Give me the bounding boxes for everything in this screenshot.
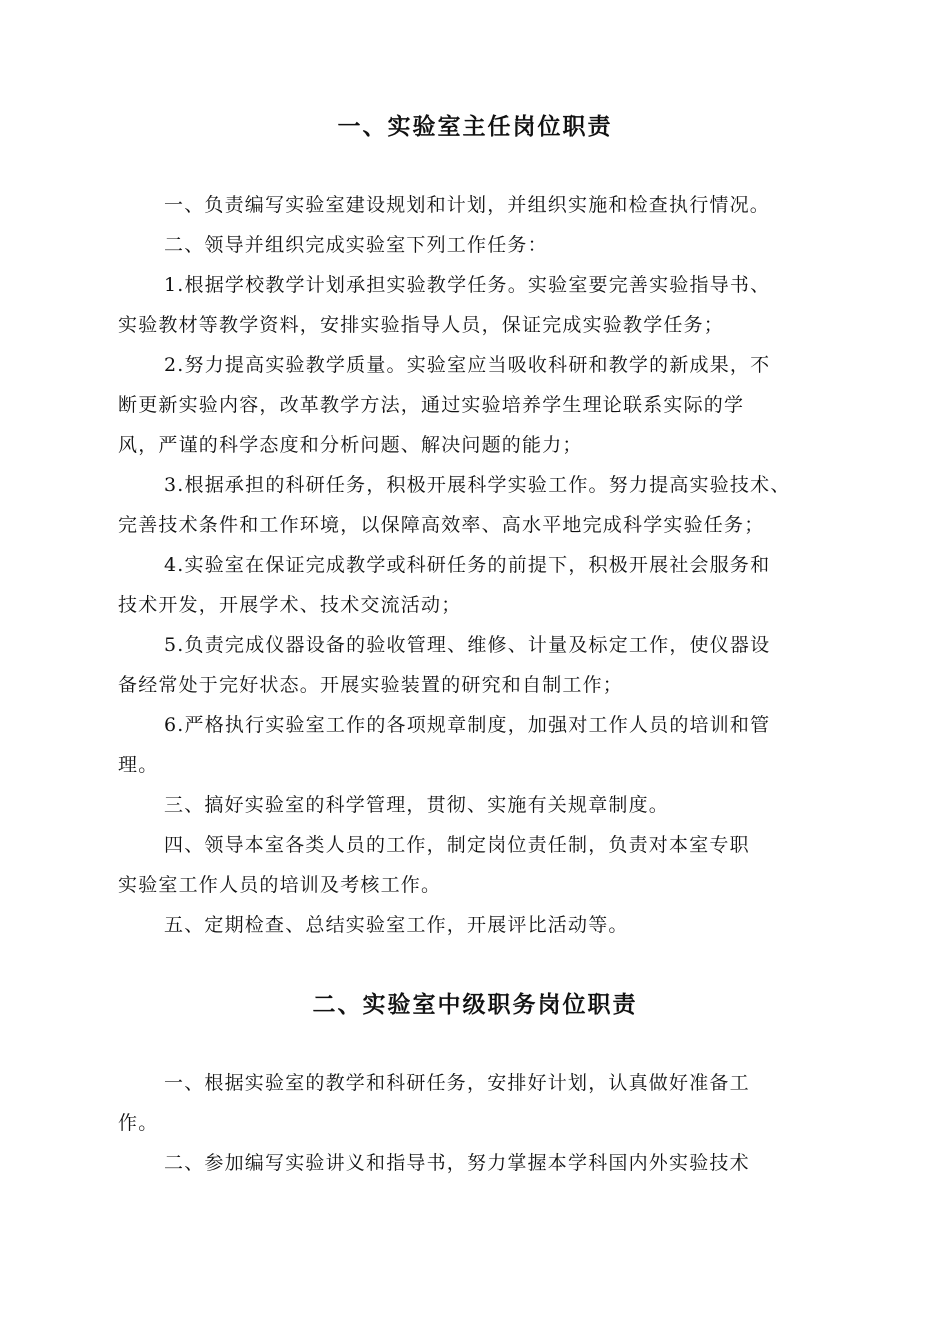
section-1-line: 技术开发，开展学术、技术交流活动；	[118, 594, 462, 616]
section-1-line: 断更新实验内容，改革教学方法，通过实验培养学生理论联系实际的学	[118, 394, 745, 416]
section-1-line: 5.负责完成仪器设备的验收管理、维修、计量及标定工作，使仪器设	[164, 634, 771, 656]
section-1-line: 2.努力提高实验教学质量。实验室应当吸收科研和教学的新成果，不	[164, 354, 771, 376]
section-2-title: 二、实验室中级职务岗位职责	[312, 992, 638, 1018]
section-1-line: 6.严格执行实验室工作的各项规章制度，加强对工作人员的培训和管	[164, 714, 771, 736]
section-1-line: 五、定期检查、总结实验室工作，开展评比活动等。	[164, 914, 629, 936]
section-1-title: 一、实验室主任岗位职责	[337, 114, 613, 140]
section-1-line: 实验室工作人员的培训及考核工作。	[118, 874, 442, 896]
section-1-line: 实验教材等教学资料，安排实验指导人员，保证完成实验教学任务；	[118, 314, 725, 336]
section-2-line: 作。	[118, 1112, 159, 1134]
section-1-line: 完善技术条件和工作环境，以保障高效率、高水平地完成科学实验任务；	[118, 514, 765, 536]
section-1-line: 一、负责编写实验室建设规划和计划，并组织实施和检查执行情况。	[164, 194, 771, 216]
section-2-line: 一、根据实验室的教学和科研任务，安排好计划，认真做好准备工	[164, 1072, 750, 1094]
section-1-line: 四、领导本室各类人员的工作，制定岗位责任制，负责对本室专职	[164, 834, 750, 856]
section-2-line: 二、参加编写实验讲义和指导书，努力掌握本学科国内外实验技术	[164, 1152, 750, 1174]
section-1-line: 1.根据学校教学计划承担实验教学任务。实验室要完善实验指导书、	[164, 274, 771, 296]
section-1-line: 二、领导并组织完成实验室下列工作任务：	[164, 234, 548, 256]
section-1-line: 三、搞好实验室的科学管理，贯彻、实施有关规章制度。	[164, 794, 670, 816]
section-1-line: 备经常处于完好状态。开展实验装置的研究和自制工作；	[118, 674, 624, 696]
section-1-line: 4.实验室在保证完成教学或科研任务的前提下，积极开展社会服务和	[164, 554, 771, 576]
section-1-line: 理。	[118, 754, 159, 776]
section-1-line: 3.根据承担的科研任务，积极开展科学实验工作。努力提高实验技术、	[164, 474, 791, 496]
section-1-line: 风，严谨的科学态度和分析问题、解决问题的能力；	[118, 434, 583, 456]
